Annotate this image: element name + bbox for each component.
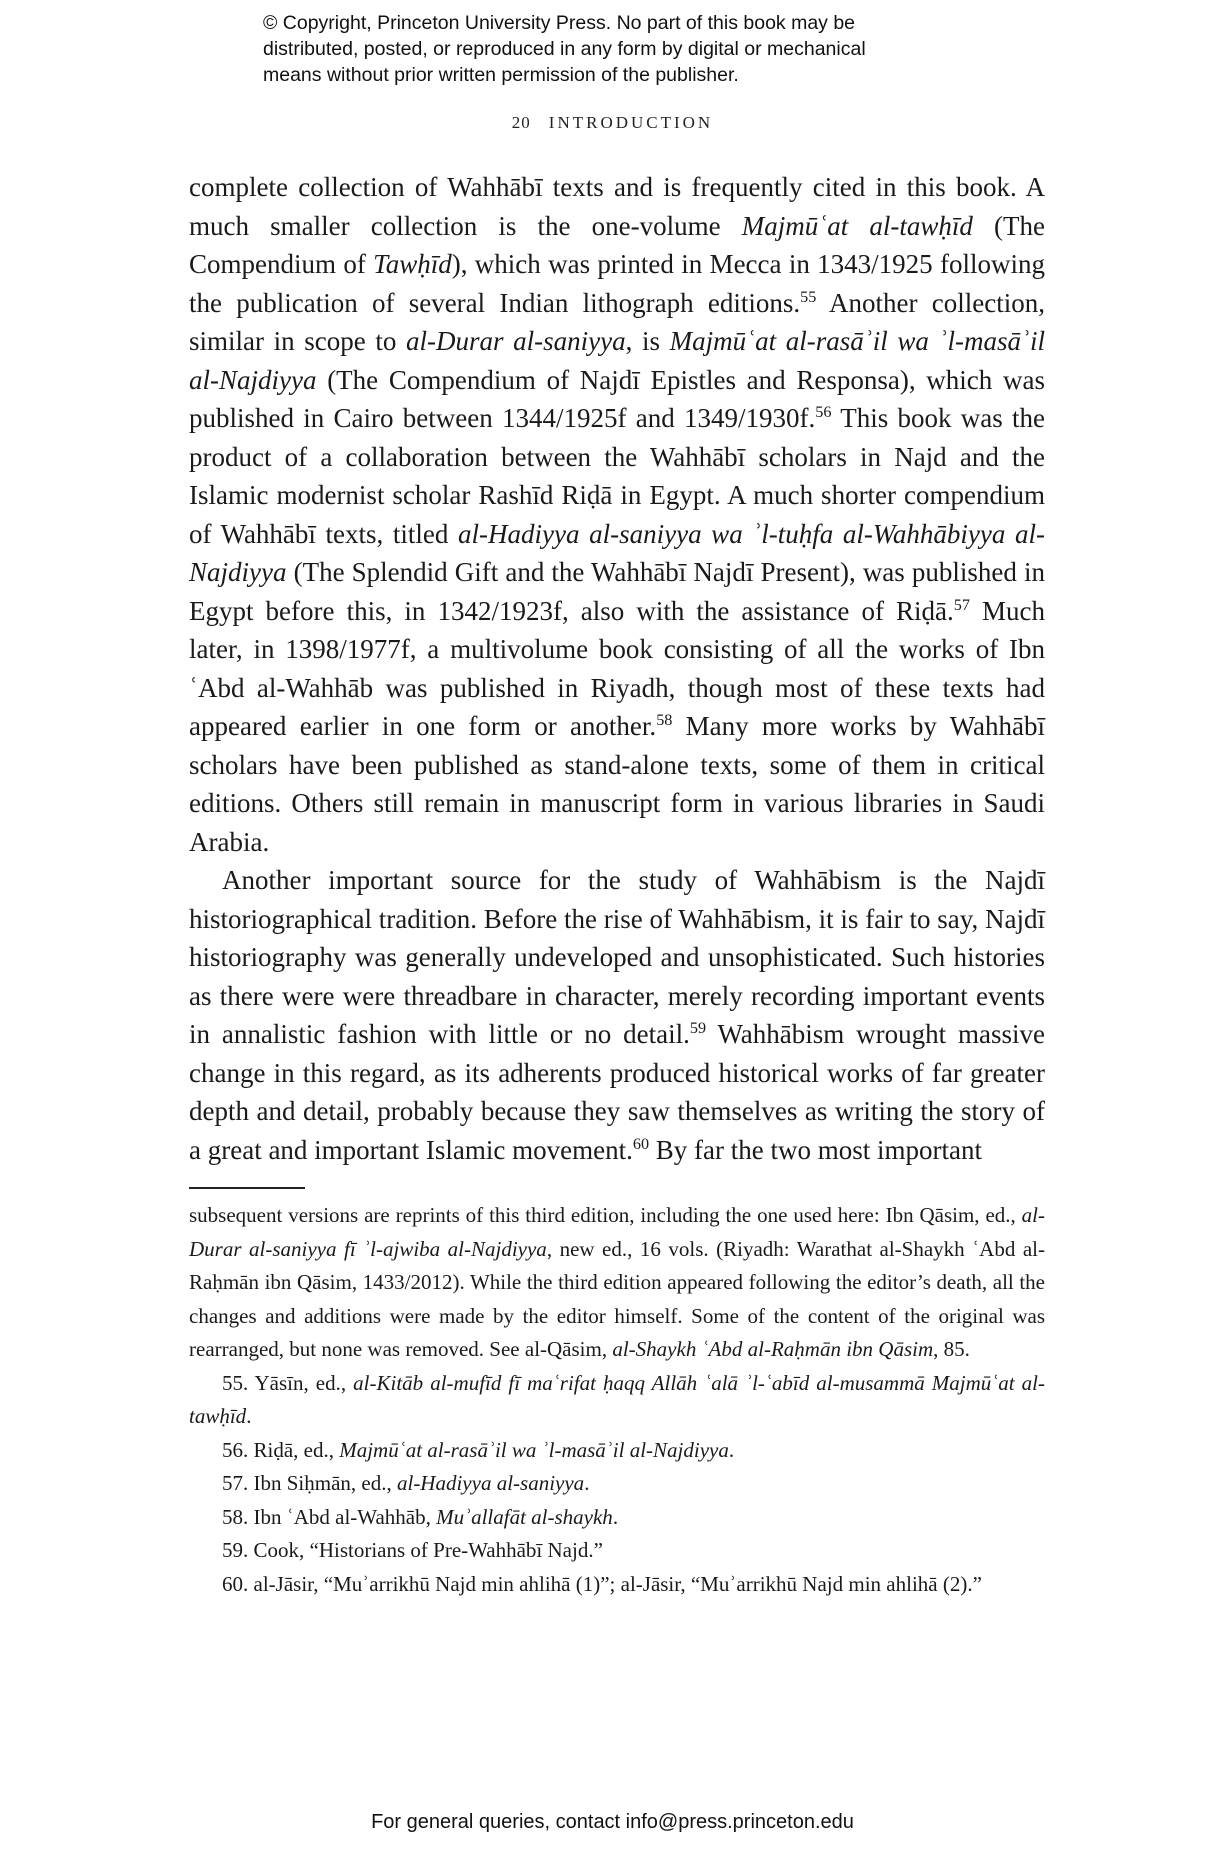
footnotes <box>189 1199 1045 1601</box>
paragraph-1: complete collection of Wahhābī texts and is frequently cited in this book. A much smaller collection is the one-volume Majmūʿat al-tawḥīd (The Compendium of Tawḥīd), which was printed in Mecca in 1343/1925 following the publication of several Indian lithograph editions.$^{55}$ Another collection, similar in scope to al-Durar al-saniyya, is Majmūʿat al-rasāʾil wa ʾl-masāʾil al-Najdiyya (The Compendium of Najdī Epistles and Responsa), which was published in Cairo between 1344/1925f and 1349/1930f.$^{56}$ This book was the product of a collaboration between the Wahhābī scholars in Najd and the Islamic modernist scholar Rashīd Riḍā in Egypt. A much shorter compendium of Wahhābī texts, titled al-Hadiyya al-saniyya wa ʾl-tuḥfa al-Wahhābiyya al-Najdiyya (The Splendid Gift and the Wahhābī Najdī Present), was published in Egypt before this, in 1342/1923f, also with the assistance of Riḍā.$^{57}$ Much later, in 1398/1977f, a multivolume book consisting of all the works of Ibn ʿAbd al-Wahhāb was published in Riyadh, though most of these texts had appeared earlier in one form or another.$^{58}$ Many more works by Wahhābī scholars have been published as stand-alone texts, some of them in critical editions. Others still remain in manuscript form in various libraries in Saudi Arabia. <box>189 172 1046 857</box>
footnote-ref-58: 58 <box>656 711 673 729</box>
copyright-notice <box>263 10 1023 88</box>
footnote-ref-57: 57 <box>953 595 970 614</box>
copyright-line-3: means without prior written permission of the publisher. <box>263 64 739 86</box>
footnote-continuation: subsequent versions are reprints of this third edition, including the one used here: Ibn Qāsim, ed., al-Durar al-saniyya fī ʾl-ajwiba al-Najdiyya, new ed., 16 vols. (Riyadh: Warathat al-Shaykh ʿAbd al-Raḥmān ibn Qāsim, 1433/2012). While the third edition appeared following the editor’s death, all the changes and additions were made by the editor himself. Some of the content of the original was rearranged, but none was removed. See al-Qāsim, al-Shaykh ʿAbd al-Raḥmān ibn Qāsim, 85. <box>189 1203 1045 1361</box>
footnote-58: 58. Ibn ʿAbd al-Wahhāb, Muʾallafāt al-shaykh. <box>222 1504 619 1529</box>
footnote-56: 56. Riḍā, ed., Majmūʿat al-rasāʾil wa ʾl-masāʾil al-Najdiyya. <box>222 1437 735 1462</box>
copyright-line-2: distributed, posted, or reproduced in any form by digital or mechanical <box>263 38 866 60</box>
chapter-title: INTRODUCTION <box>548 113 714 132</box>
footnote-divider <box>189 1187 305 1189</box>
footnote-ref-60: 60 <box>632 1134 650 1153</box>
footnote-ref-59: 59 <box>689 1019 707 1037</box>
contact-line: For general queries, contact info@press.princeton.edu <box>371 1811 854 1833</box>
footnote-59: 59. Cook, “Historians of Pre-Wahhābī Najd.” <box>222 1538 603 1562</box>
footnote-55: 55. Yāsīn, ed., al-Kitāb al-mufīd fī maʿrifat ḥaqq Allāh ʿalā ʾl-ʿabīd al-musammā Majmūʿat al-tawḥīd. <box>189 1370 1045 1428</box>
page-number: 20 <box>511 113 531 132</box>
paragraph-2: Another important source for the study of Wahhābism is the Najdī historiographical tradition. Before the rise of Wahhābism, it is fair to say, Najdī historiography was generally undeveloped and unsophisticated. Such histories as there were were threadbare in character, merely recording important events in annalistic fashion with little or no detail.$^{59}$ Wahhābism wrought massive change in this regard, as its adherents produced historical works of far greater depth and detail, probably because they saw themselves as writing the story of a great and important Islamic movement.$^{60}$ By far the two most important <box>189 865 1045 1165</box>
copyright-line-1: © Copyright, Princeton University Press. No part of this book may be <box>263 12 856 34</box>
footnote-ref-56: 56 <box>815 403 832 421</box>
footnote-60: 60. al-Jāsir, “Muʾarrikhū Najd min ahlihā (1)”; al-Jāsir, “Muʾarrikhū Najd min ahlihā (2).” <box>222 1571 982 1596</box>
footnote-57: 57. Ibn Siḥmān, ed., al-Hadiyya al-saniyya. <box>222 1471 590 1495</box>
footnote-ref-55: 55 <box>800 287 817 306</box>
main-text <box>189 168 1045 1169</box>
running-head <box>0 113 1225 133</box>
